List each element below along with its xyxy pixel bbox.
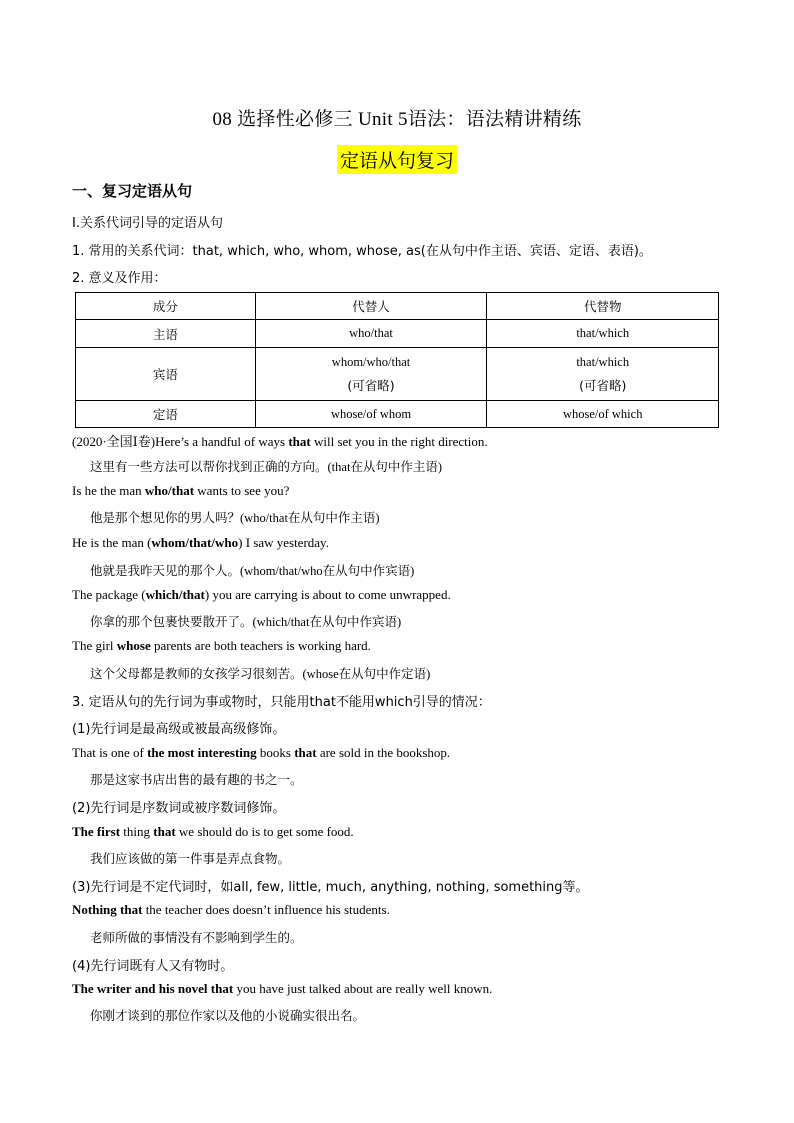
rule-4: (4)先行词既有人又有物时。 xyxy=(72,959,234,974)
text: (2020·全国Ⅰ卷)Here’s a handful of ways xyxy=(72,434,289,449)
example-sentence xyxy=(72,981,492,997)
example-translation xyxy=(90,664,430,682)
example-sentence xyxy=(72,431,488,450)
example-translation: 我们应该做的第一件事是弄点食物。 xyxy=(90,851,291,866)
page-title: 08 选择性必修三 Unit 5语法：语法精讲精练 xyxy=(212,109,582,130)
table-row xyxy=(76,320,719,348)
bold-text: The first xyxy=(72,824,121,839)
grammar-note: (that在从句中作主语) xyxy=(327,460,443,474)
list-item-3: 3. 定语从句的先行词为事或物时，只能用that不能用which引导的情况： xyxy=(72,695,491,710)
example-sentence xyxy=(72,824,354,840)
relative-pronoun-table xyxy=(75,292,719,428)
bold-text: who/that xyxy=(144,483,195,498)
example-translation: 老师所做的事情没有不影响到学生的。 xyxy=(90,930,303,945)
bold-text: whom/that/who xyxy=(151,535,239,550)
section-heading: 一、复习定语从句 xyxy=(72,182,193,200)
text: ) you are carrying is about to come unwrapped. xyxy=(204,587,451,602)
text: thing xyxy=(120,824,154,839)
bold-text: The writer and his novel that xyxy=(72,981,234,996)
table-cell-role: 宾语 xyxy=(76,348,256,401)
grammar-note: (whom/that/who在从句中作宾语) xyxy=(240,564,415,578)
grammar-note: (who/that在从句中作主语) xyxy=(240,511,380,525)
grammar-note: (which/that在从句中作宾语) xyxy=(252,615,402,629)
example-translation: 那是这家书店出售的最有趣的书之一。 xyxy=(90,772,303,787)
example-sentence xyxy=(72,483,289,499)
bold-text: that xyxy=(153,824,176,839)
example-sentence xyxy=(72,587,451,603)
bold-text: that xyxy=(294,745,317,760)
text: The girl xyxy=(72,638,117,653)
rule-2: (2)先行词是序数词或被序数词修饰。 xyxy=(72,801,286,816)
table-cell-person xyxy=(255,348,487,401)
table-header: 代替人 xyxy=(255,293,487,320)
list-item-2: 2. 意义及作用： xyxy=(72,271,167,286)
table-cell-person: whose/of whom xyxy=(255,401,487,428)
text: Is he the man xyxy=(72,483,145,498)
example-sentence xyxy=(72,745,450,761)
rule-3: (3)先行词是不定代词时，如all, few, little, much, anything, nothing, something等。 xyxy=(72,880,589,895)
translation-text: 他就是我昨天见的那个人。 xyxy=(90,563,241,578)
table-header: 成分 xyxy=(76,293,256,320)
rule-1: (1)先行词是最高级或被最高级修饰。 xyxy=(72,722,286,737)
table-cell-person: who/that xyxy=(255,320,487,348)
example-translation xyxy=(90,612,401,630)
text: He is the man ( xyxy=(72,535,152,550)
text: are sold in the bookshop. xyxy=(316,745,451,760)
translation-text: 你拿的那个包裹快要散开了。 xyxy=(90,614,253,629)
example-sentence xyxy=(72,535,329,551)
example-translation xyxy=(90,457,442,475)
cell-value: that/which xyxy=(576,355,630,369)
grammar-note: (whose在从句中作定语) xyxy=(302,667,431,681)
text: you have just talked about are really well known. xyxy=(233,981,493,996)
text: parents are both teachers is working hard. xyxy=(150,638,371,653)
table-row xyxy=(76,348,719,401)
table-cell-thing: that/which xyxy=(487,320,719,348)
cell-note: (可省略) xyxy=(347,378,395,393)
list-item-1: 1. 常用的关系代词：that, which, who, whom, whose, as(在从句中作主语、宾语、定语、表语)。 xyxy=(72,244,652,259)
text: we should do is to get some food. xyxy=(175,824,354,839)
subsection-heading: I.关系代词引导的定语从句 xyxy=(72,216,223,231)
cell-value: whom/who/that xyxy=(331,355,411,369)
translation-text: 这里有一些方法可以帮你找到正确的方向。 xyxy=(90,459,328,474)
table-cell-thing xyxy=(487,348,719,401)
table-row xyxy=(76,401,719,428)
text: That is one of xyxy=(72,745,148,760)
table-cell-role: 定语 xyxy=(76,401,256,428)
example-translation xyxy=(90,561,414,579)
example-translation xyxy=(90,508,380,526)
example-sentence xyxy=(72,902,390,918)
bold-text: that xyxy=(288,434,311,449)
example-translation: 你刚才谈到的那位作家以及他的小说确实很出名。 xyxy=(90,1008,366,1023)
example-sentence xyxy=(72,638,371,654)
cell-note: (可省略) xyxy=(579,378,627,393)
text: will set you in the right direction. xyxy=(310,434,488,449)
bold-text: the most interesting xyxy=(147,745,257,760)
text: the teacher does doesn’t influence his students. xyxy=(142,902,390,917)
subtitle-wrap xyxy=(0,145,794,174)
table-header-row xyxy=(76,293,719,320)
translation-text: 他是那个想见你的男人吗？ xyxy=(90,510,241,525)
text: books xyxy=(256,745,295,760)
table-cell-thing: whose/of which xyxy=(487,401,719,428)
bold-text: Nothing that xyxy=(72,902,143,917)
table-cell-role: 主语 xyxy=(76,320,256,348)
text: wants to see you? xyxy=(194,483,290,498)
text: The package ( xyxy=(72,587,146,602)
table-header: 代替物 xyxy=(487,293,719,320)
bold-text: which/that xyxy=(145,587,205,602)
bold-text: whose xyxy=(116,638,151,653)
highlighted-subtitle: 定语从句复习 xyxy=(337,145,457,174)
translation-text: 这个父母都是教师的女孩学习很刻苦。 xyxy=(90,666,303,681)
text: ) I saw yesterday. xyxy=(238,535,329,550)
